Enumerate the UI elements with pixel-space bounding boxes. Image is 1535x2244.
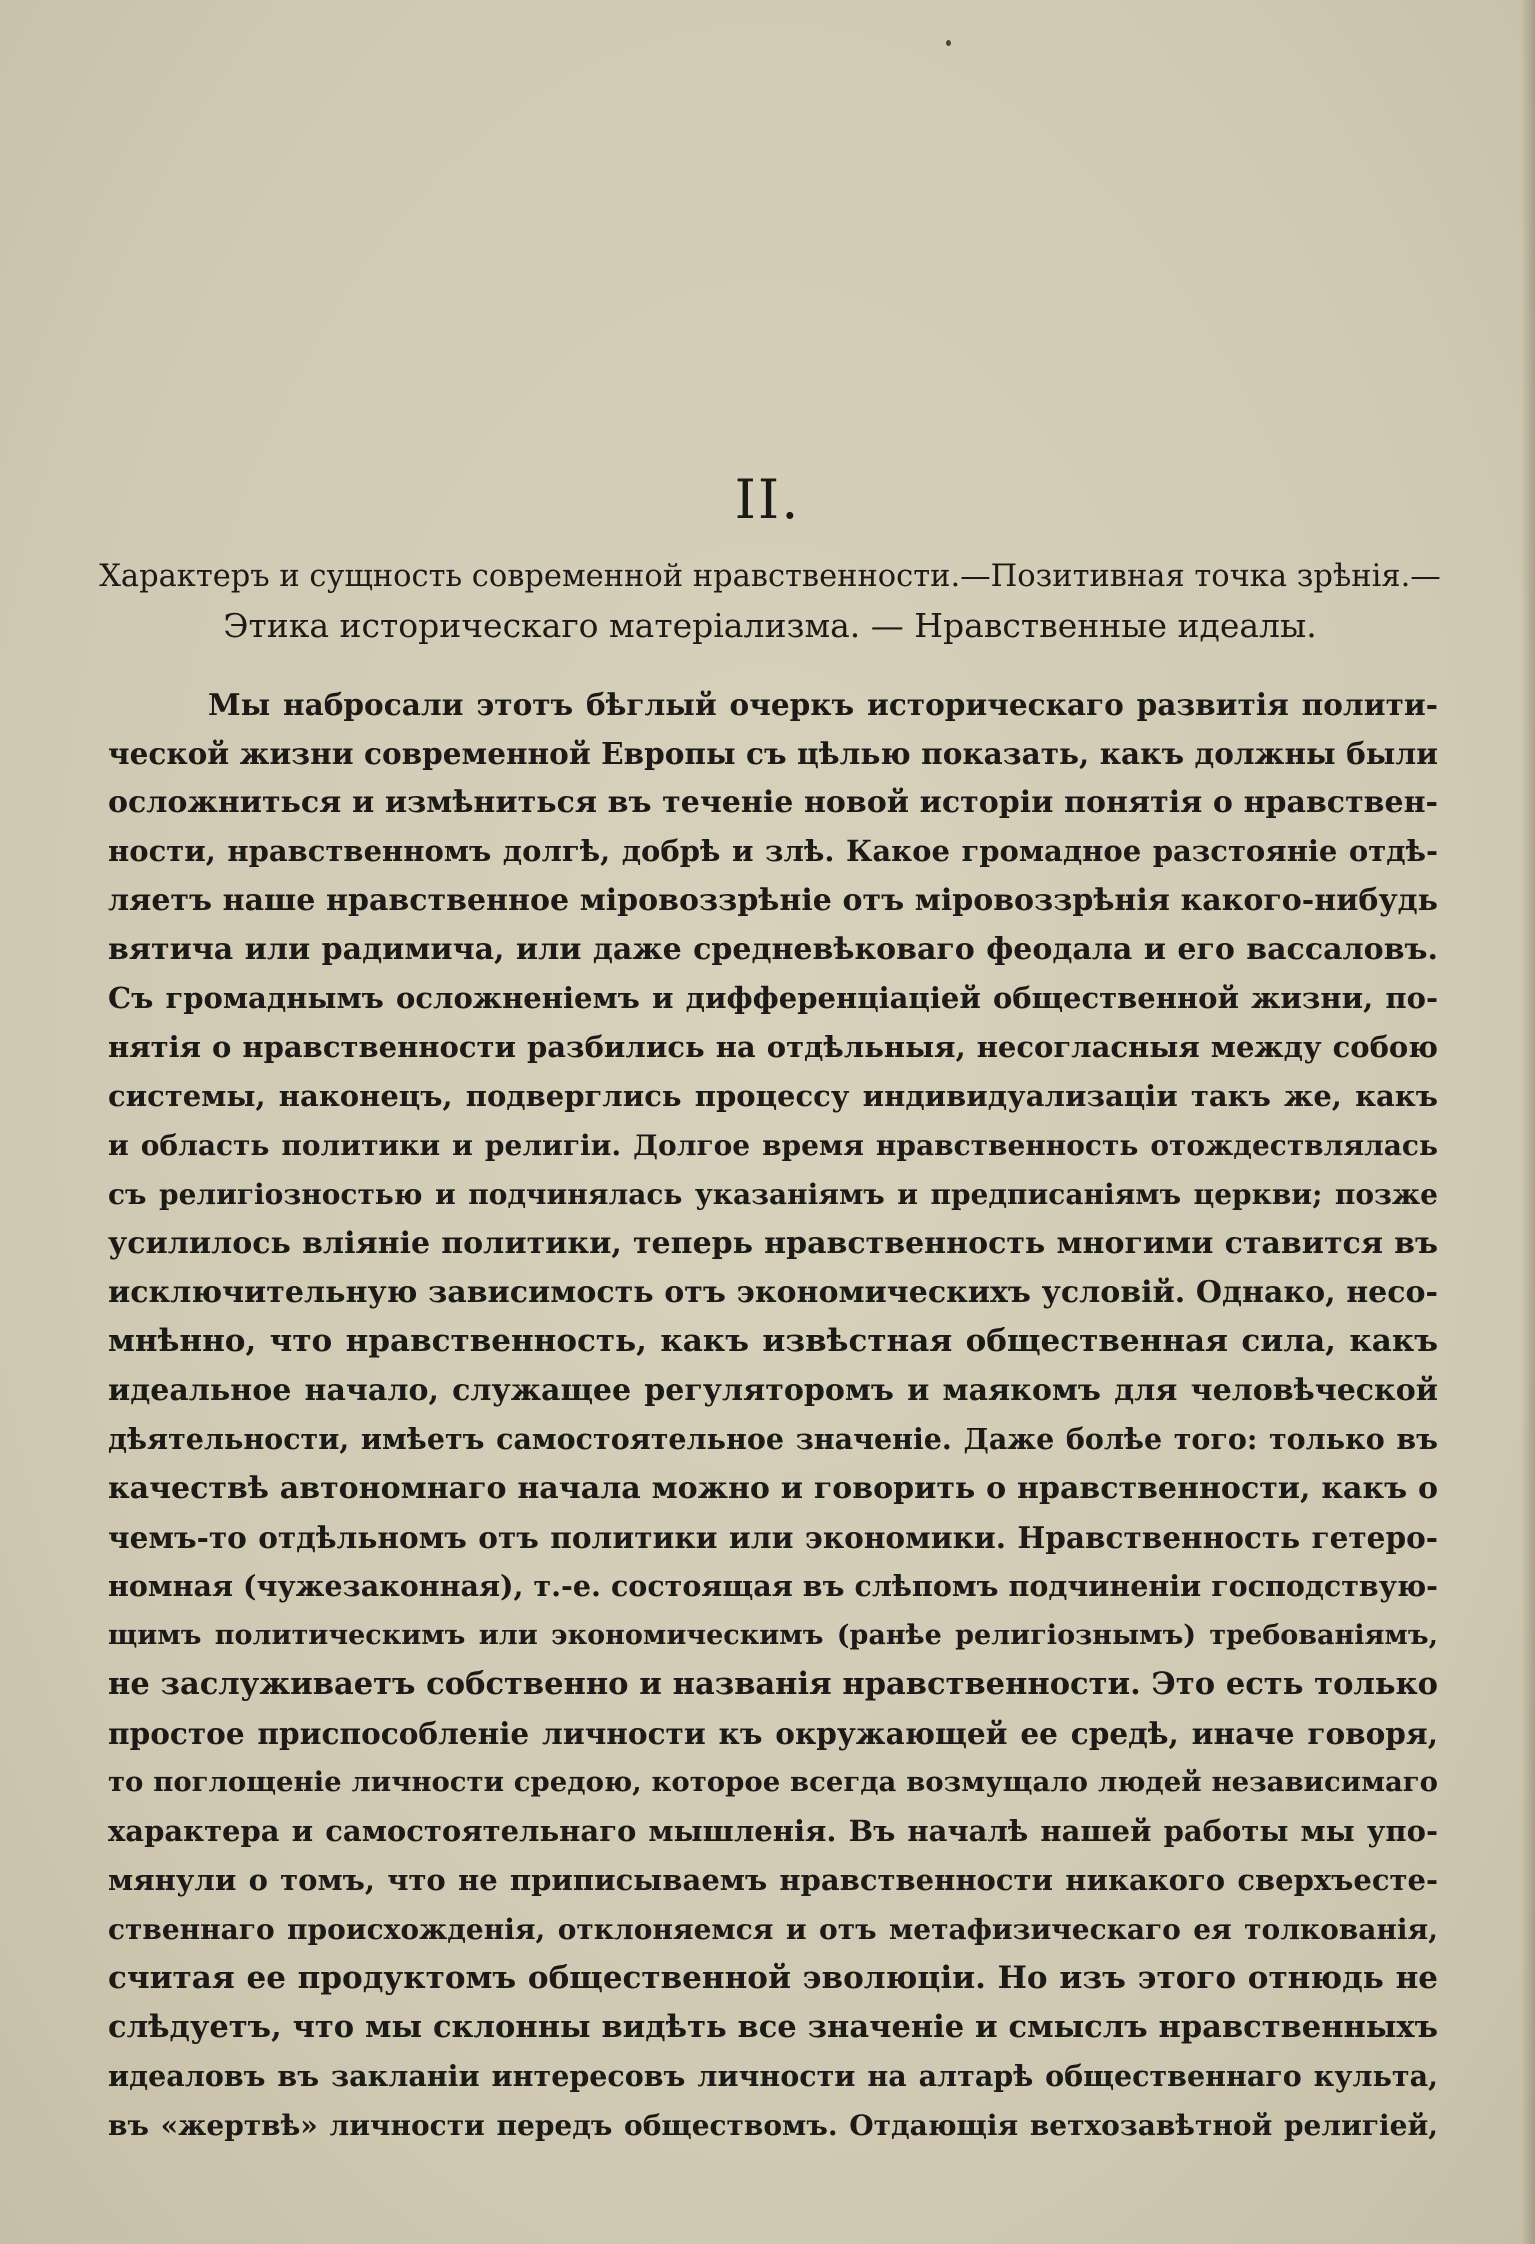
text-line: нятія о нравственности разбились на отдѣльныя, несогласныя между собою	[108, 1030, 1438, 1064]
text-line: Съ громаднымъ осложненіемъ и дифференціацiей общественной жизни, по-	[108, 981, 1438, 1015]
text-line: характера и самостоятельнаго мышленія. Въ началѣ нашей работы мы упо-	[108, 1814, 1438, 1848]
text-line: качествѣ автономнаго начала можно и говорить о нравственности, какъ о	[108, 1471, 1438, 1506]
text-line: номная (чужезаконная), т.-е. состоящая въ слѣпомъ подчиненіи господствую-	[108, 1569, 1438, 1603]
text-line: въ «жертвѣ» личности передъ обществомъ. Отдающія ветхозавѣтной религіей,	[108, 2109, 1438, 2142]
text-line: Мы набросали этотъ бѣглый очеркъ историческаго развитія полити-	[208, 687, 1438, 722]
text-line: слѣдуетъ, что мы склонны видѣть все значеніе и смыслъ нравственныхъ	[108, 2009, 1438, 2045]
text-line: исключительную зависимость отъ экономическихъ условій. Однако, несо-	[108, 1275, 1438, 1310]
text-line: чемъ-то отдѣльномъ отъ политики или экономики. Нравственность гетеро-	[108, 1520, 1438, 1555]
chapter-number: II.	[734, 468, 801, 531]
text-line: осложниться и измѣниться въ теченіе новой исторіи понятія о нравствен-	[108, 785, 1438, 820]
text-line: простое приспособленіе личности къ окружающей ее средѣ, иначе говоря,	[108, 1716, 1438, 1751]
text-line: вятича или радимича, или даже средневѣковаго феодала и его вассаловъ.	[108, 932, 1438, 967]
text-line: усилилось вліяніе политики, теперь нравственность многими ставится въ	[108, 1226, 1438, 1261]
body-text	[108, 680, 1438, 2150]
text-line: ляетъ наше нравственное міровоззрѣніе отъ міровоззрѣнія какого-нибудь	[108, 883, 1438, 918]
text-line: дѣятельности, имѣетъ самостоятельное значеніе. Даже болѣе того: только въ	[108, 1422, 1438, 1456]
text-line: то поглощеніе личности средою, которое всегда возмущало людей независимаго	[108, 1766, 1438, 1798]
text-line: мянули о томъ, что не приписываемъ нравственности никакого сверхъесте-	[108, 1863, 1438, 1897]
text-line: щимъ политическимъ или экономическимъ (ранѣе религіознымъ) требованіямъ,	[108, 1620, 1438, 1651]
text-line: съ религіозностью и подчинялась указаніямъ и предписаніямъ церкви; позже	[108, 1178, 1438, 1211]
chapter-summary-line: Этика историческаго матеріализма. — Нравственные идеалы.	[223, 606, 1317, 645]
text-line: считая ее продуктомъ общественной эволюціи. Но изъ этого отнюдь не	[108, 1960, 1438, 1996]
text-line: и область политики и религіи. Долгое время нравственность отождествлялась	[108, 1129, 1438, 1162]
chapter-summary	[90, 552, 1450, 650]
text-line: идеальное начало, служащее регуляторомъ и маякомъ для человѣческой	[108, 1373, 1438, 1408]
text-line: мнѣнно, что нравственность, какъ извѣстная общественная сила, какъ	[108, 1323, 1438, 1359]
ink-speck	[946, 40, 951, 46]
page-edge-shadow	[1521, 0, 1535, 2244]
text-line: ственнаго происхожденія, отклоняемся и отъ метафизическаго ея толкованія,	[108, 1913, 1438, 1946]
text-line: системы, наконецъ, подверглись процессу индивидуализаціи такъ же, какъ	[108, 1079, 1438, 1113]
text-line: идеаловъ въ закланіи интересовъ личности на алтарѣ общественнаго культа,	[108, 2059, 1438, 2093]
text-line: ности, нравственномъ долгѣ, добрѣ и злѣ. Какое громадное разстояніе отдѣ-	[108, 834, 1438, 868]
chapter-summary-line: Характеръ и сущность современной нравственности.—Позитивная точка зрѣнія.—	[99, 559, 1441, 594]
text-line: ческой жизни современной Европы съ цѣлью показать, какъ должны были	[108, 736, 1438, 771]
text-line: не заслуживаетъ собственно и названія нравственности. Это есть только	[108, 1666, 1438, 1702]
